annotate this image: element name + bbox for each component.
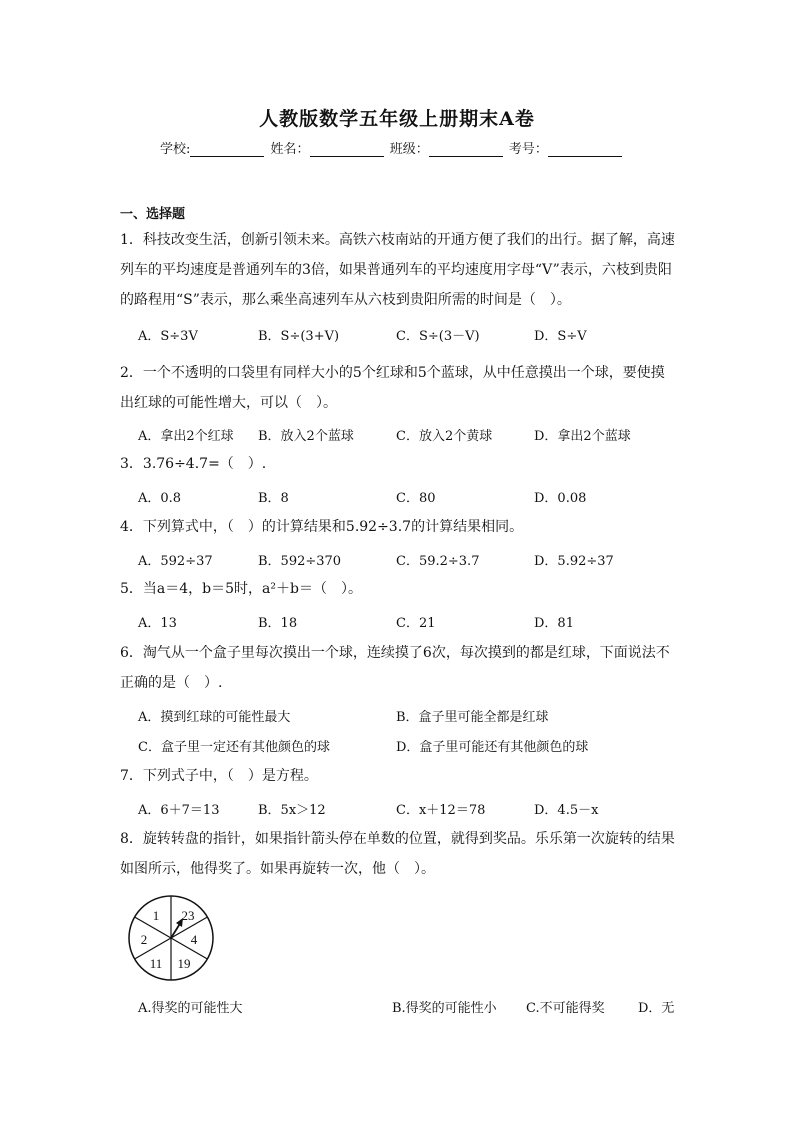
option-c[interactable]: C．盒子里一定还有其他颜色的球 bbox=[138, 740, 330, 755]
question-line: 6．淘气从一个盒子里每次摸出一个球，连续摸了6次，每次摸到的都是红球，下面说法不 bbox=[120, 645, 670, 661]
class-label: 班级： bbox=[389, 142, 429, 157]
question-8-options bbox=[138, 997, 698, 1021]
id-label: 考号： bbox=[508, 142, 548, 157]
section-heading: 一、选择题 bbox=[120, 207, 186, 222]
question-2-options bbox=[138, 425, 698, 449]
school-blank[interactable] bbox=[190, 142, 264, 157]
option-c[interactable]: C．S÷(3－V) bbox=[396, 329, 480, 344]
option-b[interactable]: B．放入2个蓝球 bbox=[258, 429, 354, 444]
option-b[interactable]: B.得奖的可能性小 bbox=[392, 1001, 497, 1016]
option-c[interactable]: C．80 bbox=[396, 491, 436, 506]
question-line: 3．3.76÷4.7=（ ）. bbox=[120, 456, 267, 472]
option-b[interactable]: B．5x＞12 bbox=[258, 803, 326, 818]
option-a[interactable]: A．S÷3V bbox=[138, 329, 198, 344]
question-line: 列车的平均速度是普通列车的3倍，如果普通列车的平均速度用字母“V”表示，六枝到贵阳 bbox=[120, 262, 672, 278]
option-d[interactable]: D．盒子里可能还有其他颜色的球 bbox=[396, 740, 589, 755]
question-2 bbox=[120, 358, 680, 418]
question-line: 4．下列算式中，（ ）的计算结果和5.92÷3.7的计算结果相同。 bbox=[120, 519, 524, 535]
question-6-options-row-1 bbox=[138, 706, 698, 730]
option-b[interactable]: B．8 bbox=[258, 491, 289, 506]
spinner-diagram bbox=[126, 893, 216, 983]
option-c[interactable]: C．21 bbox=[396, 616, 436, 631]
page-title: 人教版数学五年级上册期末A卷 bbox=[259, 108, 535, 130]
student-info bbox=[160, 138, 624, 157]
spinner-number: 2 bbox=[140, 932, 148, 947]
option-a[interactable]: A．592÷37 bbox=[138, 554, 213, 569]
question-line: 1．科技改变生活，创新引领未来。高铁六枝南站的开通方便了我们的出行。据了解，高速 bbox=[120, 232, 675, 248]
option-a[interactable]: A．拿出2个红球 bbox=[138, 429, 234, 444]
option-b[interactable]: B．18 bbox=[258, 616, 298, 631]
spinner-number: 1 bbox=[152, 908, 160, 923]
option-a[interactable]: A.得奖的可能性大 bbox=[138, 1001, 243, 1016]
option-d[interactable]: D．0.08 bbox=[534, 491, 587, 506]
spinner-number: 19 bbox=[177, 956, 191, 971]
class-blank[interactable] bbox=[429, 142, 503, 157]
spinner-number: 4 bbox=[190, 932, 198, 947]
question-7 bbox=[120, 761, 680, 791]
option-d[interactable]: D．5.92÷37 bbox=[534, 554, 614, 569]
name-label: 姓名： bbox=[270, 142, 310, 157]
name-blank[interactable] bbox=[310, 142, 384, 157]
id-blank[interactable] bbox=[548, 142, 622, 157]
option-d[interactable]: D．拿出2个蓝球 bbox=[534, 429, 631, 444]
option-a[interactable]: A．13 bbox=[138, 616, 177, 631]
spinner-number: 23 bbox=[181, 908, 195, 923]
option-b[interactable]: B．S÷(3+V) bbox=[258, 329, 340, 344]
question-line: 8．旋转转盘的指针，如果指针箭头停在单数的位置，就得到奖品。乐乐第一次旋转的结果 bbox=[120, 831, 675, 847]
option-d[interactable]: D．4.5－x bbox=[534, 803, 599, 818]
question-3-options bbox=[138, 487, 698, 511]
spinner-number: 11 bbox=[149, 956, 163, 971]
option-a[interactable]: A．摸到红球的可能性最大 bbox=[138, 710, 291, 725]
option-a[interactable]: A．6＋7＝13 bbox=[138, 803, 220, 818]
option-b[interactable]: B．盒子里可能全都是红球 bbox=[396, 710, 549, 725]
question-4-options bbox=[138, 550, 698, 574]
question-8 bbox=[120, 824, 680, 884]
option-d[interactable]: D．81 bbox=[534, 616, 574, 631]
question-5 bbox=[120, 574, 680, 604]
option-c[interactable]: C．x＋12＝78 bbox=[396, 803, 486, 818]
question-line: 7．下列式子中，（ ）是方程。 bbox=[120, 768, 318, 784]
question-line: 2．一个不透明的口袋里有同样大小的5个红球和5个蓝球，从中任意摸出一个球，要使摸 bbox=[120, 365, 665, 381]
option-c[interactable]: C．59.2÷3.7 bbox=[396, 554, 480, 569]
question-5-options bbox=[138, 612, 698, 636]
question-4 bbox=[120, 512, 680, 542]
question-line: 出红球的可能性增大，可以（ ）。 bbox=[120, 395, 337, 411]
question-line: 正确的是（ ）. bbox=[120, 675, 223, 691]
school-label: 学校: bbox=[160, 142, 191, 157]
option-a[interactable]: A．0.8 bbox=[138, 491, 182, 506]
question-6-options-row-2 bbox=[138, 736, 698, 760]
question-3 bbox=[120, 449, 680, 479]
option-b[interactable]: B．592÷370 bbox=[258, 554, 342, 569]
question-7-options bbox=[138, 799, 698, 823]
question-1-options bbox=[138, 325, 698, 349]
question-1 bbox=[120, 225, 680, 315]
question-6 bbox=[120, 638, 680, 698]
question-line: 如图所示，他得奖了。如果再旋转一次，他（ ）。 bbox=[120, 861, 435, 877]
option-c[interactable]: C.不可能得奖 bbox=[526, 1001, 605, 1016]
question-line: 5．当a＝4，b＝5时，a²＋b＝（ ）。 bbox=[120, 581, 362, 597]
question-line: 的路程用“S”表示，那么乘坐高速列车从六枝到贵阳所需的时间是（ ）。 bbox=[120, 292, 571, 308]
option-c[interactable]: C．放入2个黄球 bbox=[396, 429, 493, 444]
option-d[interactable]: D．S÷V bbox=[534, 329, 587, 344]
option-d[interactable]: D．无 bbox=[638, 1001, 675, 1016]
